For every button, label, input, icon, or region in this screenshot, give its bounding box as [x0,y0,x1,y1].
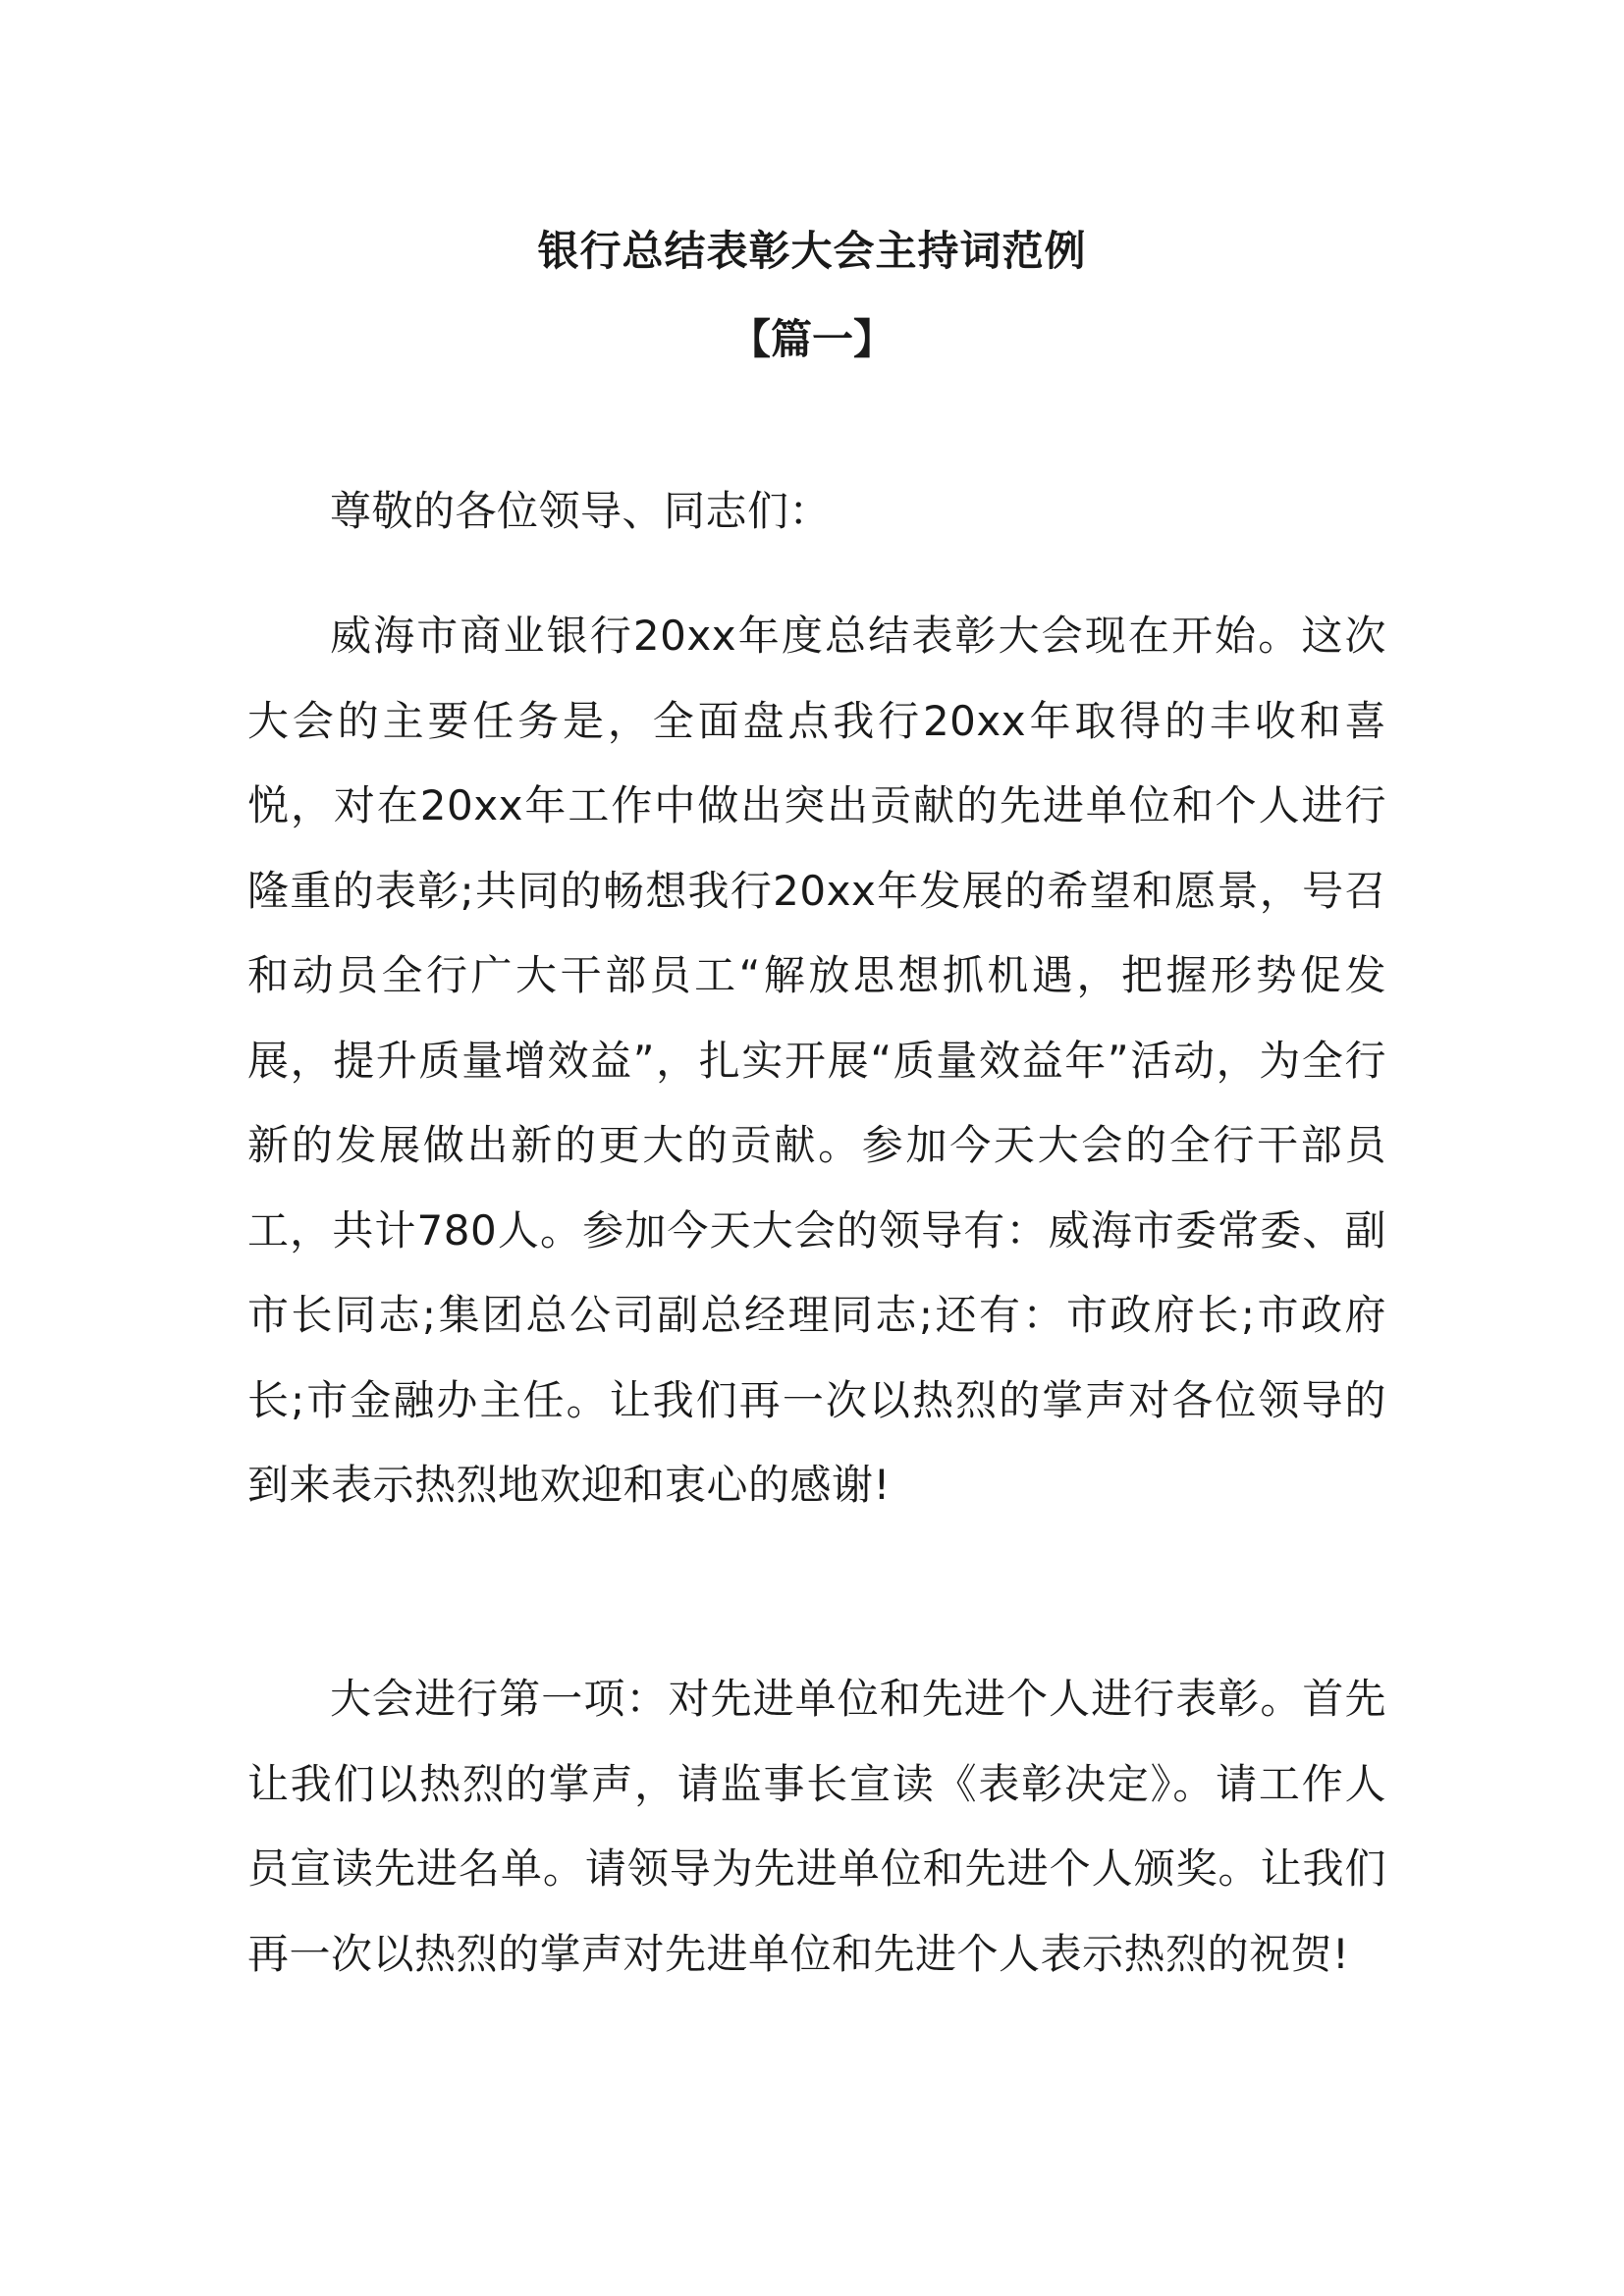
body-paragraph: 大会进行第一项：对先进单位和先进个人进行表彰。首先让我们以热烈的掌声，请监事长宣读《表彰决定》。请工作人员宣读先进名单。请领导为先进单位和先进个人颁奖。让我们再一次以热烈的掌声对先进单位和先进个人表示热烈的祝贺! [247,1675,1386,1978]
section-label: 【篇一】 [729,315,894,363]
document-title: 银行总结表彰大会主持词范例 [537,227,1087,275]
body-paragraph: 威海市商业银行20xx年度总结表彰大会现在开始。这次大会的主要任务是，全面盘点我行20xx年取得的丰收和喜悦，对在20xx年工作中做出突出贡献的先进单位和个人进行隆重的表彰;共同的畅想我行20xx年发展的希望和愿景，号召和动员全行广大干部员工“解放思想抓机遇，把握形势促发展，提升质量增效益”，扎实开展“质量效益年”活动，为全行新的发展做出新的更大的贡献。参加今天大会的全行干部员工，共计780人。参加今天大会的领导有：威海市委常委、副市长同志;集团总公司副总经理同志;还有：市政府长;市政府长;市金融办主任。让我们再一次以热烈的掌声对各位领导的到来表示热烈地欢迎和衷心的感谢! [247,612,1386,1509]
greeting-line: 尊敬的各位领导、同志们： [330,487,832,535]
